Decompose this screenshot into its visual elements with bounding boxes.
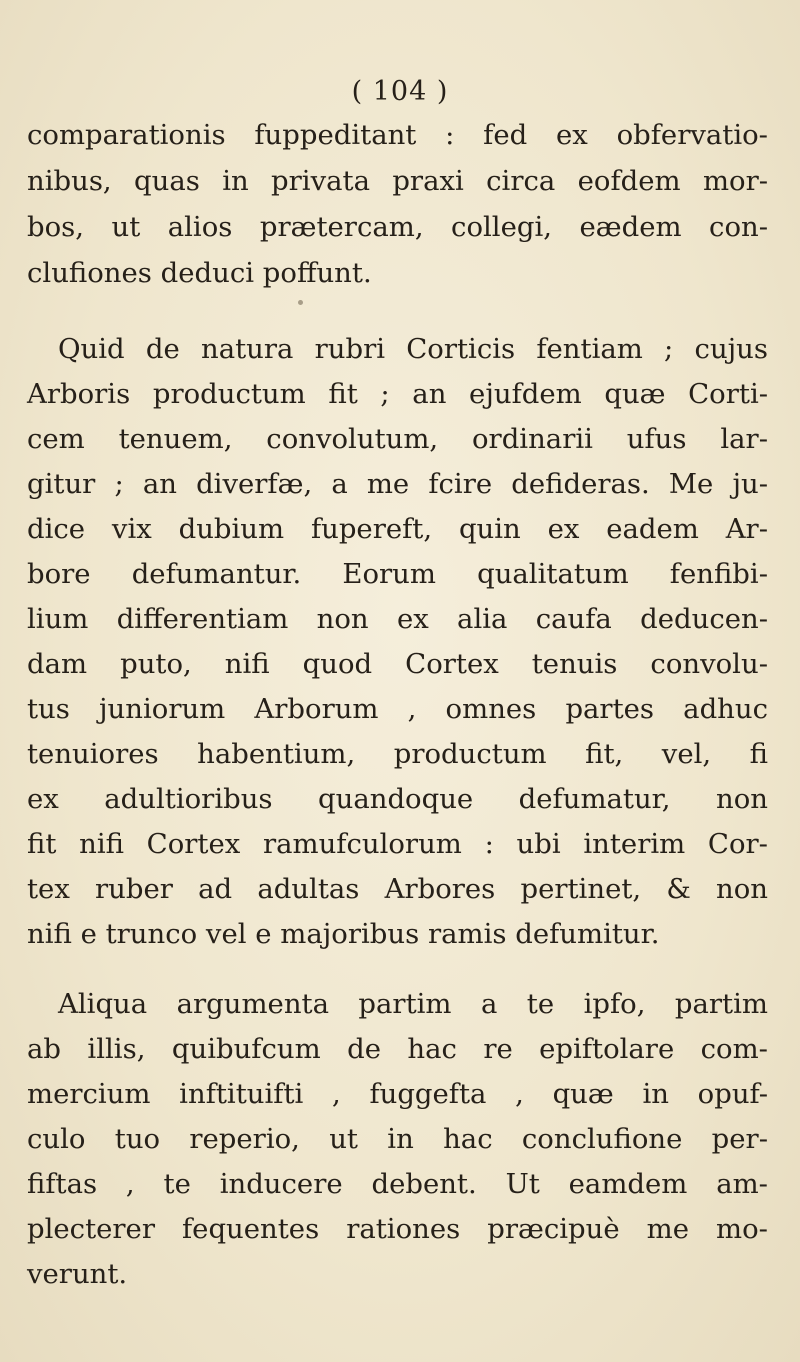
text-line: fiftas , te inducere debent. Ut eamdem am- (27, 1168, 768, 1200)
text-line: Quid de natura rubri Corticis fentiam ; cujus (58, 333, 769, 365)
text-line: ex adultioribus quandoque defumatur, non (27, 783, 769, 815)
text-line: dam puto, nifi quod Cortex tenuis convolu- (27, 648, 768, 680)
text-line: clufiones deduci poffunt. (27, 257, 372, 289)
text-line: dice vix dubium fupereft, quin ex eadem Ar- (27, 513, 768, 545)
text-line: nibus, quas in privata praxi circa eofdem mor- (27, 165, 769, 197)
text-line: mercium inftituifti , fuggefta , quæ in opuf- (27, 1078, 769, 1110)
text-line: nifi e trunco vel e majoribus ramis defumitur. (27, 918, 660, 950)
text-line: ab illis, quibufcum de hac re epiftolare com- (27, 1033, 768, 1065)
text-line: culo tuo reperio, ut in hac conclufione per- (27, 1123, 768, 1155)
text-line: fit nifi Cortex ramufculorum : ubi interim Cor- (27, 828, 768, 860)
text-line: Aliqua argumenta partim a te ipfo, partim (58, 988, 768, 1020)
text-line: comparationis fuppeditant : fed ex obfervatio- (27, 119, 768, 151)
text-line: bore defumantur. Eorum qualitatum fenfibi- (27, 558, 768, 590)
ink-speck (298, 300, 303, 305)
text-line: Arboris productum fit ; an ejufdem quæ Corti- (27, 378, 769, 410)
text-line: tex ruber ad adultas Arbores pertinet, & non (27, 873, 768, 905)
text-line: verunt. (27, 1258, 128, 1290)
text-line: tenuiores habentium, productum fit, vel, fi (27, 738, 768, 770)
text-line: cem tenuem, convolutum, ordinarii ufus lar- (27, 423, 768, 455)
text-line: plecterer fequentes rationes præcipuè me mo- (27, 1213, 768, 1245)
text-line: tus juniorum Arborum , omnes partes adhuc (27, 693, 768, 725)
text-line: gitur ; an diverfæ, a me fcire defideras. Me ju- (27, 468, 768, 500)
text-line: bos, ut alios prætercam, collegi, eædem con- (27, 211, 769, 243)
text-line: lium differentiam non ex alia caufa deducen- (27, 603, 769, 635)
page-number: ( 104 ) (351, 76, 449, 107)
